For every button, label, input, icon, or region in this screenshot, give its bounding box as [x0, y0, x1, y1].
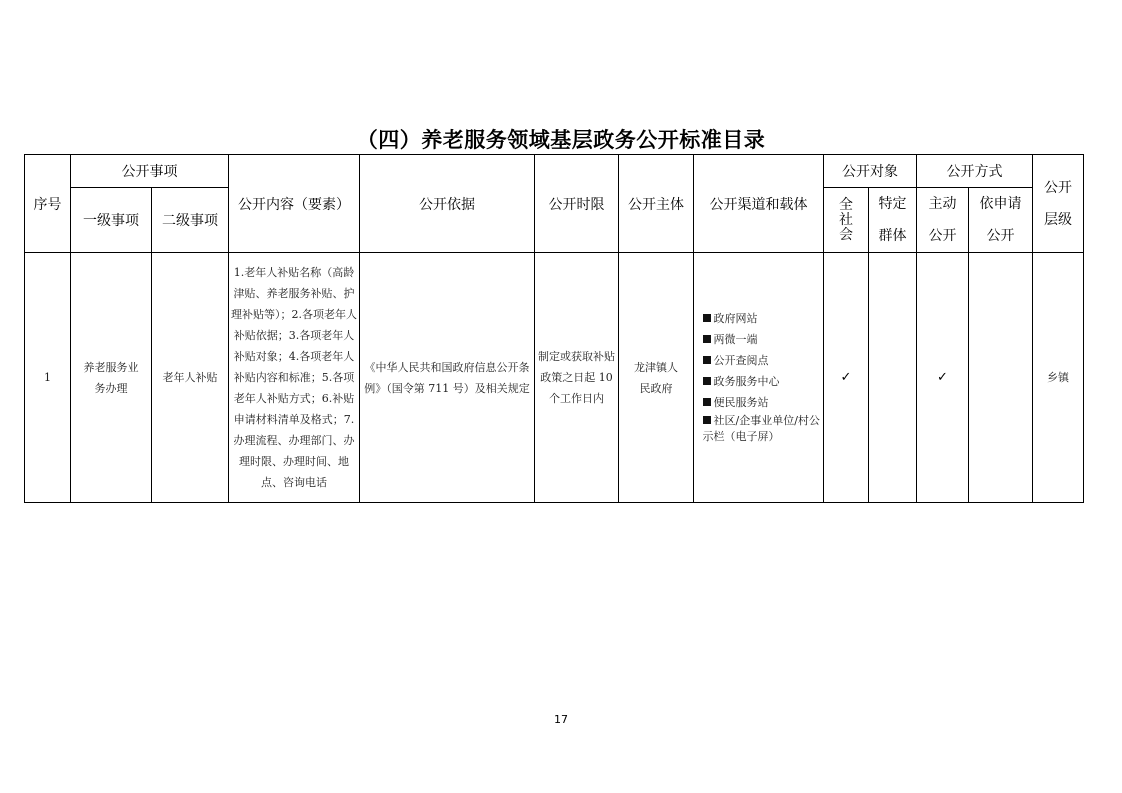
row-channels [694, 253, 824, 503]
header-method: 公开方式 [917, 155, 1033, 188]
header-level-line-2: 层级 [1044, 211, 1072, 228]
checkmark-method-active: ✓ [917, 253, 969, 503]
square-bullet-icon [703, 416, 711, 424]
channel-label: 两微一端 [713, 333, 758, 346]
channel-label: 便民服务站 [713, 396, 769, 409]
header-content: 公开内容（要素） [229, 155, 360, 253]
channel-item [703, 308, 823, 329]
channel-label: 政府网站 [713, 312, 758, 325]
row-level: 乡镇 [1033, 253, 1084, 503]
cell-target-specific [869, 253, 917, 503]
row-period: 制定或获取补贴政策之日起 10 个工作日内 [535, 253, 619, 503]
page-number: 17 [554, 713, 568, 726]
header-matter: 公开事项 [71, 155, 229, 188]
channel-item [703, 371, 823, 392]
cell-method-request [969, 253, 1033, 503]
row-subject: 龙津镇人民政府 [619, 253, 694, 503]
checkmark-target-all: ✓ [824, 253, 869, 503]
channel-item [703, 329, 823, 350]
header-level1: 一级事项 [71, 188, 152, 253]
header-target-specific-line-1: 特定 [878, 196, 907, 212]
square-bullet-icon [703, 377, 711, 385]
header-method-request-line-1: 依申请 [979, 196, 1022, 212]
header-period: 公开时限 [535, 155, 619, 253]
channel-item [703, 392, 823, 413]
header-seq: 序号 [25, 155, 71, 253]
page-title: （四）养老服务领域基层政务公开标准目录 [356, 127, 766, 152]
header-target: 公开对象 [824, 155, 917, 188]
header-level [1033, 155, 1084, 253]
square-bullet-icon [703, 335, 711, 343]
header-target-all-char-3: 会 [839, 226, 853, 243]
header-target-all [824, 188, 869, 253]
header-level-line-1: 公开 [1044, 179, 1072, 196]
header-basis: 公开依据 [360, 155, 535, 253]
square-bullet-icon [703, 314, 711, 322]
header-method-active [917, 188, 969, 253]
header-method-active-line-2: 公开 [928, 228, 957, 244]
header-channel: 公开渠道和载体 [694, 155, 824, 253]
channel-list [695, 308, 823, 445]
header-target-specific-line-2: 群体 [878, 228, 907, 244]
row-seq: 1 [25, 253, 71, 503]
row-level2: 老年人补贴 [152, 253, 229, 503]
channel-label: 社区/企事业单位/村公示栏（电子屏） [702, 414, 820, 443]
row-basis: 《中华人民共和国政府信息公开条例》（国令第 711 号）及相关规定 [360, 253, 535, 503]
square-bullet-icon [703, 356, 711, 364]
header-method-active-line-1: 主动 [928, 196, 957, 212]
row-content: 1.老年人补贴名称（高龄津贴、养老服务补贴、护理补贴等）；2.各项老年人补贴依据；3.各项老年人补贴对象；4.各项老年人补贴内容和标准；5.各项老年人补贴方式；6.补贴申请材料清单及格式；7.办理流程、办理部门、办理时限、办理时间、地点、咨询电话 [229, 253, 360, 503]
channel-label: 公开查阅点 [713, 354, 769, 367]
catalog-table [24, 154, 1084, 503]
header-level2: 二级事项 [152, 188, 229, 253]
table-row [25, 253, 1084, 503]
header-target-all-char-2: 社 [839, 211, 853, 228]
header-method-request [969, 188, 1033, 253]
row-level1: 养老服务业务办理 [71, 253, 152, 503]
header-target-specific [869, 188, 917, 253]
channel-item [703, 413, 823, 445]
header-row-1 [25, 155, 1084, 188]
square-bullet-icon [703, 398, 711, 406]
channel-item [703, 350, 823, 371]
channel-label: 政务服务中心 [713, 375, 780, 388]
header-subject: 公开主体 [619, 155, 694, 253]
header-method-request-line-2: 公开 [986, 228, 1015, 244]
header-target-all-char-1: 全 [839, 196, 853, 213]
